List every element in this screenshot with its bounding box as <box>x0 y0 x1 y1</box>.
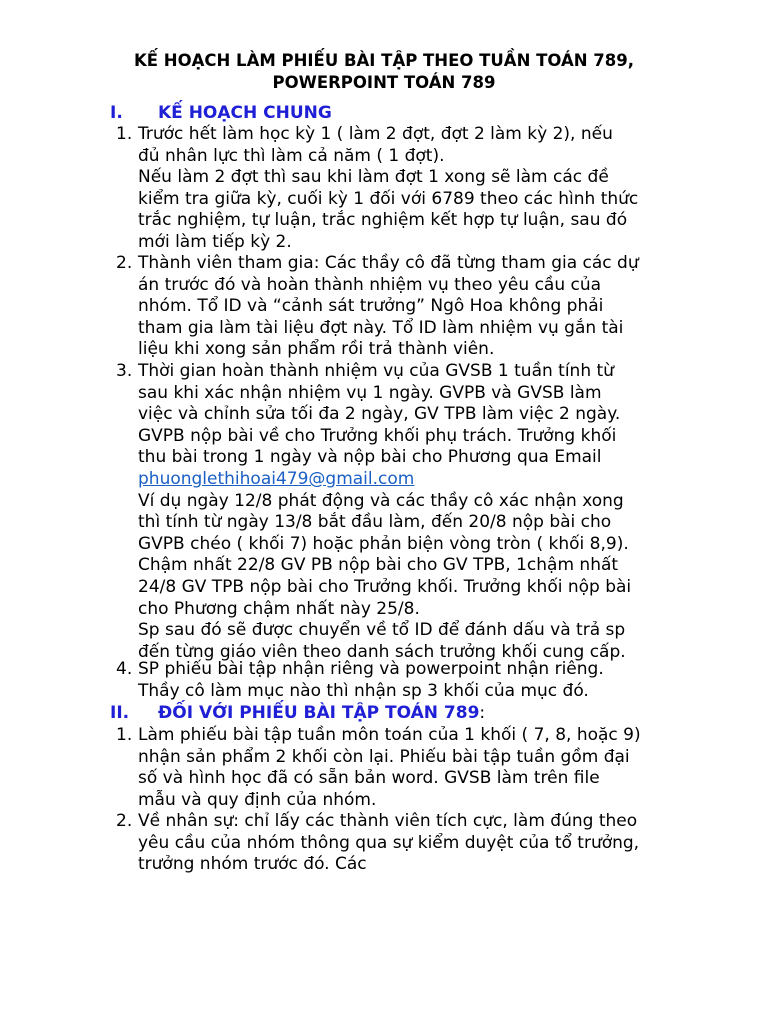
text-line: Thành viên tham gia: Các thầy cô đã từng tham gia các dự <box>138 253 639 273</box>
text-line: GVPB nộp bài về cho Trưởng khối phụ trách. Trưởng khối <box>138 425 617 446</box>
text-line: thì tính từ ngày 13/8 bắt đầu làm, đến 20/8 nộp bài cho <box>138 512 612 533</box>
text-line: Thầy cô làm mục nào thì nhận sp 3 khối của mục đó. <box>138 680 589 701</box>
text-line: GVPB chéo ( khối 7) hoặc phản biện vòng tròn ( khối 8,9). <box>138 533 629 554</box>
section-heading-1 <box>110 102 332 124</box>
text-line: án trước đó và hoàn thành nhiệm vụ theo yêu cầu của <box>138 274 602 295</box>
list-item <box>116 659 676 702</box>
text-line: trưởng nhóm trước đó. Các <box>138 854 367 875</box>
list-number: 2. <box>116 811 133 831</box>
text-line: Nếu làm 2 đợt thì sau khi làm đợt 1 xong sẽ làm các đề <box>138 167 609 188</box>
text-line: đủ nhân lực thì làm cả năm ( 1 đợt). <box>138 145 445 166</box>
section-title: ĐỐI VỚI PHIẾU BÀI TẬP TOÁN 789 <box>158 703 480 723</box>
text-line: Về nhân sự: chỉ lấy các thành viên tích cực, làm đúng theo <box>138 811 638 831</box>
list-number: 1. <box>116 725 133 745</box>
text-line: sau khi xác nhận nhiệm vụ 1 ngày. GVPB và GVSB làm <box>138 382 602 403</box>
section-number: II. <box>110 703 130 723</box>
list-number: 4. <box>116 659 133 679</box>
text-line: số và hình học đã có sẵn bản word. GVSB làm trên file <box>138 768 600 789</box>
list-item <box>116 124 676 254</box>
text-line: cho Phương chậm nhất này 25/8. <box>138 598 420 619</box>
text-line: đến từng giáo viên theo danh sách trưởng khối cung cấp. <box>138 641 626 662</box>
document-title <box>0 50 768 94</box>
list-item <box>116 725 676 811</box>
text-line: mới làm tiếp kỳ 2. <box>138 231 292 252</box>
text-line: kiểm tra giữa kỳ, cuối kỳ 1 đối với 6789 theo các hình thức <box>138 188 639 209</box>
text-line: liệu khi xong sản phẩm rồi trả thành viên. <box>138 339 495 360</box>
text-line: trắc nghiệm, tự luận, trắc nghiệm kết hợp tự luận, sau đó <box>138 210 628 231</box>
section-title: KẾ HOẠCH CHUNG <box>158 103 332 123</box>
text-line: Làm phiếu bài tập tuần môn toán của 1 khối ( 7, 8, hoặc 9) <box>138 725 641 745</box>
text-line: thu bài trong 1 ngày và nộp bài cho Phương qua Email <box>138 447 602 468</box>
list-number: 1. <box>116 124 133 144</box>
text-line: Chậm nhất 22/8 GV PB nộp bài cho GV TPB, 1chậm nhất <box>138 555 619 576</box>
text-line: yêu cầu của nhóm thông qua sự kiểm duyệt của tổ trưởng, <box>138 832 640 853</box>
text-line: mẫu và quy định của nhóm. <box>138 789 377 810</box>
text-line: Sp sau đó sẽ được chuyển về tổ ID để đánh dấu và trả sp <box>138 620 626 641</box>
text-line: 24/8 GV TPB nộp bài cho Trưởng khối. Trưởng khối nộp bài <box>138 576 632 597</box>
list-item <box>116 361 676 663</box>
email-link[interactable]: phuonglethihoai479@gmail.com <box>138 468 415 489</box>
text-line: nhận sản phẩm 2 khối còn lại. Phiếu bài tập tuần gồm đại <box>138 746 630 767</box>
text-line: nhóm. Tổ ID và “cảnh sát trưởng” Ngô Hoa không phải <box>138 296 604 317</box>
text-line: Thời gian hoàn thành nhiệm vụ của GVSB 1 tuần tính từ <box>138 361 614 381</box>
text-line: SP phiếu bài tập nhận riêng và powerpoint nhận riêng. <box>138 659 604 679</box>
text-line: Trước hết làm học kỳ 1 ( làm 2 đợt, đợt 2 làm kỳ 2), nếu <box>138 124 613 144</box>
title-line-1: KẾ HOẠCH LÀM PHIẾU BÀI TẬP THEO TUẦN TOÁN 789, <box>133 51 635 70</box>
list-item <box>116 811 676 876</box>
list-number: 3. <box>116 361 133 381</box>
text-line: Ví dụ ngày 12/8 phát động và các thầy cô xác nhận xong <box>138 490 624 511</box>
list-item <box>116 253 676 361</box>
section-colon: : <box>479 703 486 723</box>
section-number: I. <box>110 103 123 123</box>
list-number: 2. <box>116 253 133 273</box>
text-line: việc và chỉnh sửa tối đa 2 ngày, GV TPB làm việc 2 ngày. <box>138 404 621 425</box>
title-line-2: POWERPOINT TOÁN 789 <box>272 73 496 92</box>
section-heading-2 <box>110 702 485 724</box>
text-line: tham gia làm tài liệu đợt này. Tổ ID làm nhiệm vụ gắn tài <box>138 317 624 338</box>
